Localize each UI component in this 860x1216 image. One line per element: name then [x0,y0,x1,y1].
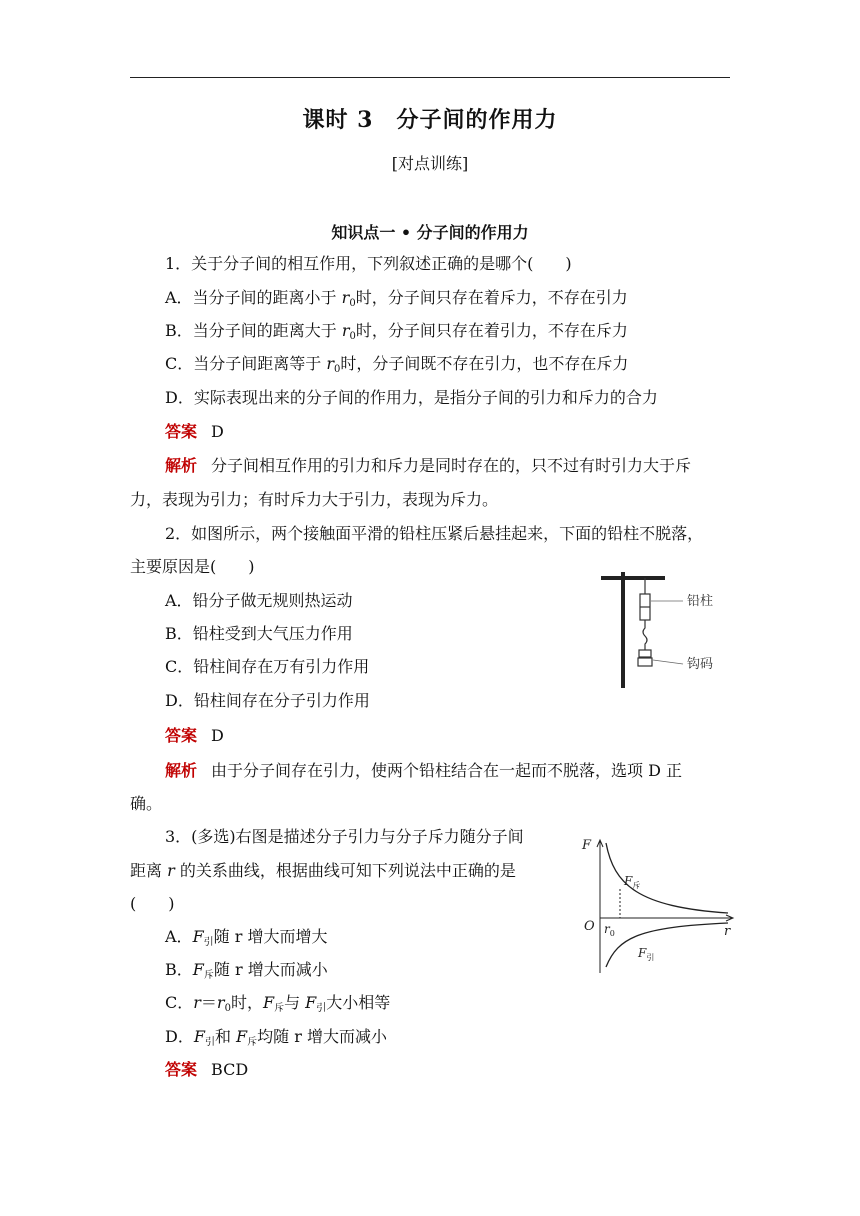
lead-cylinder-figure [595,568,730,693]
r0-label: $r_0$ [604,922,615,938]
q1-option-c: C．当分子间距离等于 $r_0$时，分子间既不存在引力，也不存在斥力 [165,354,629,375]
q1-answer: 答案 D [165,422,224,441]
q3-option-a: A．$F_引$随 r 增大而增大 [165,927,328,948]
q2-stem-line1: 2．如图所示，两个接触面平滑的铅柱压紧后悬挂起来，下面的铅柱不脱落， [165,524,704,543]
q3-stem-line2: 距离 r 的关系曲线，根据曲线可知下列说法中正确的是 [130,861,516,880]
q2-analysis-line1: 解析 由于分子间存在引力，使两个铅柱结合在一起而不脱落，选项 D 正 [165,761,683,780]
q3-stem-line1: 3．(多选)右图是描述分子引力与分子斥力随分子间 [165,827,524,846]
q1-analysis-line2: 力，表现为引力；有时斥力大于引力，表现为斥力。 [130,490,499,509]
page-subtitle: [对点训练] [391,154,469,173]
q1-option-b: B．当分子间的距离大于 $r_0$时，分子间只存在着引力，不存在斥力 [165,321,628,342]
weight-label: 钩码 [687,657,714,672]
page-title: 课时 3 分子间的作用力 [302,107,558,133]
f-attractive-label: $F_引$ [638,946,655,962]
origin-label: O [584,919,595,934]
f-repulsive-label: $F_斥$ [624,874,641,890]
q2-stem-line2: 主要原因是( ) [130,557,255,576]
q2-answer: 答案 D [165,726,224,745]
q2-option-b: B．铅柱受到大气压力作用 [165,624,353,643]
q3-answer: 答案 BCD [165,1060,249,1079]
q1-option-d: D．实际表现出来的分子间的作用力，是指分子间的引力和斥力的合力 [165,388,658,407]
q2-analysis-line2: 确。 [130,794,163,813]
top-rule [130,77,730,78]
q2-option-d: D．铅柱间存在分子引力作用 [165,691,370,710]
q3-stem-line3: ( ) [130,894,175,913]
lead-label: 铅柱 [687,594,714,609]
q2-option-c: C．铅柱间存在万有引力作用 [165,657,370,676]
force-curve-figure [578,835,738,977]
knowledge-point-heading: 知识点一 • 分子间的作用力 [331,223,529,242]
q3-option-b: B．$F_斥$随 r 增大而减小 [165,960,328,981]
q1-option-a: A．当分子间的距离小于 $r_0$时，分子间只存在着斥力，不存在引力 [165,288,628,309]
q3-option-c: C．$r=r_0$时，$F_斥$与 $F_引$大小相等 [165,993,391,1014]
q2-option-a: A．铅分子做无规则热运动 [165,591,353,610]
q1-analysis-line1: 解析 分子间相互作用的引力和斥力是同时存在的，只不过有时引力大于斥 [165,456,692,475]
q3-option-d: D．$F_引$和 $F_斥$均随 r 增大而减小 [165,1027,387,1048]
axis-x-label: r [724,924,731,939]
q1-stem: 1．关于分子间的相互作用，下列叙述正确的是哪个( ) [165,254,572,273]
axis-y-label: F [582,838,592,853]
